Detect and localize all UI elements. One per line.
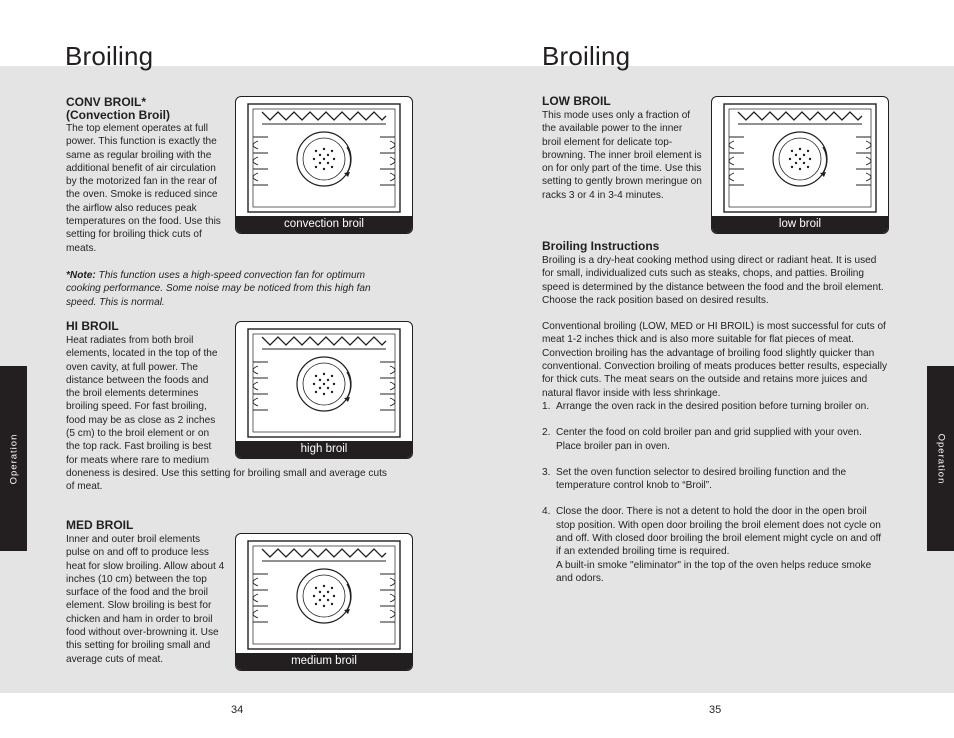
oven-diagram-icon (712, 97, 888, 233)
note-text: This function uses a high-speed convection fan for optimum cooking performance. Some noise may be noticed from this high fan speed. This is normal. (66, 270, 371, 308)
broiling-instructions-heading: Broiling Instructions (542, 239, 660, 253)
med-broil-body: Inner and outer broil elements pulse on and off to produce less heat for slow broiling. Allow about 4 inches (10 cm) between the top surface of the food and the broil element. Slow broiling is best for chicken and ham in order to broil food without over-browning it. Use this setting for broiling small and average cuts of meat. (66, 534, 225, 665)
instructions-paragraph-2: Conventional broiling (LOW, MED or HI BROIL) is most successful for cuts of meat 1-2 inches thick and is also more suitable for flat pieces of meat. Convection broiling has the advantage of broiling food slightly quicker than conventional. Convection broiling of meats produces better results, especially for thick cuts. The meat sears on the outside and retains more juices and natural flavor inside with less shrinkage. (542, 321, 888, 399)
med-broil-section (66, 519, 226, 666)
instruction-step: 2. Center the food on cold broiler pan and grid supplied with your oven. Place broiler pan in oven. (542, 427, 862, 452)
conv-broil-body: The top element operates at full power. This function is exactly the same as regular broiling with the additional benefit of air circulation by the motorized fan in the rear of the oven. Smoke is reduced since the airflow also reduces peak temperatures on the food. Use this setting for broiling thick cuts of meats. (66, 123, 221, 254)
hi-broil-body: Heat radiates from both broil elements, located in the top of the oven cavity, at full power. The distance between the foods and the broil elements determines broiling speed. For fast broiling, food may be as close as 2 inches (5 cm) to the broil element or on the top rack. Fast broiling is best for meats where rare to medium doneness is desired. Use this setting for broiling small and average cuts of meat. (66, 335, 387, 493)
convection-broil-figure (235, 96, 413, 234)
right-side-tab-label: Operation (935, 433, 946, 484)
note-label: *Note: (66, 270, 96, 281)
left-page-number: 34 (231, 704, 244, 716)
instructions-steps-list (542, 400, 888, 585)
oven-diagram-icon (236, 322, 412, 458)
hi-broil-heading: HI BROIL (66, 319, 119, 333)
conv-broil-section (66, 96, 226, 255)
low-broil-caption: low broil (712, 216, 888, 233)
right-page-title: Broiling (542, 41, 631, 71)
smoke-eliminator-note: A built-in smoke "eliminator" in the top of the oven helps reduce smoke and odors. (556, 559, 872, 584)
broiling-instructions-section (542, 240, 888, 598)
low-broil-figure (711, 96, 889, 234)
right-side-tab (927, 366, 954, 551)
right-page-number: 35 (709, 704, 722, 716)
low-broil-body: This mode uses only a fraction of the available power to the inner broil element for delicate top-browning. The inner broil element is on for only part of the time. Use this setting to gently brown meringue on racks 3 or 4 in 3-4 minutes. (542, 110, 702, 201)
oven-diagram-icon (236, 534, 412, 670)
medium-broil-figure (235, 533, 413, 671)
conv-broil-subheading: (Convection Broil) (66, 108, 170, 122)
instruction-step: 3. Set the oven function selector to desired broiling function and the temperature control knob to “Broil”. (542, 466, 847, 492)
left-side-tab (0, 366, 27, 551)
high-broil-figure (235, 321, 413, 459)
convection-note (66, 269, 396, 309)
med-broil-heading: MED BROIL (66, 518, 134, 532)
left-side-tab-label: Operation (8, 433, 19, 484)
left-page-title: Broiling (65, 41, 154, 71)
convection-broil-caption: convection broil (236, 216, 412, 233)
conv-broil-heading: CONV BROIL* (66, 95, 147, 109)
high-broil-caption: high broil (236, 441, 412, 458)
medium-broil-caption: medium broil (236, 653, 412, 670)
low-broil-section (542, 95, 702, 202)
oven-diagram-icon (236, 97, 412, 233)
instruction-step: 1. Arrange the oven rack in the desired position before turning broiler on. (542, 400, 870, 412)
low-broil-heading: LOW BROIL (542, 94, 611, 108)
instructions-paragraph-1: Broiling is a dry-heat cooking method using direct or radiant heat. It is used for small, individualized cuts such as steaks, chops, and patties. Broiling speed is determined by the distance between the food and the broil element. Choose the rack position based on desired results. (542, 255, 884, 306)
instruction-step: 4. Close the door. There is not a detent to hold the door in the open broil stop position. With open door broiling the broil element does not cycle on and off. With closed door broiling the broil element might cycle on and off if an extended broiling time is required. A built-in smoke "eliminator" in the top of the oven helps reduce smoke and odors. (542, 506, 882, 584)
